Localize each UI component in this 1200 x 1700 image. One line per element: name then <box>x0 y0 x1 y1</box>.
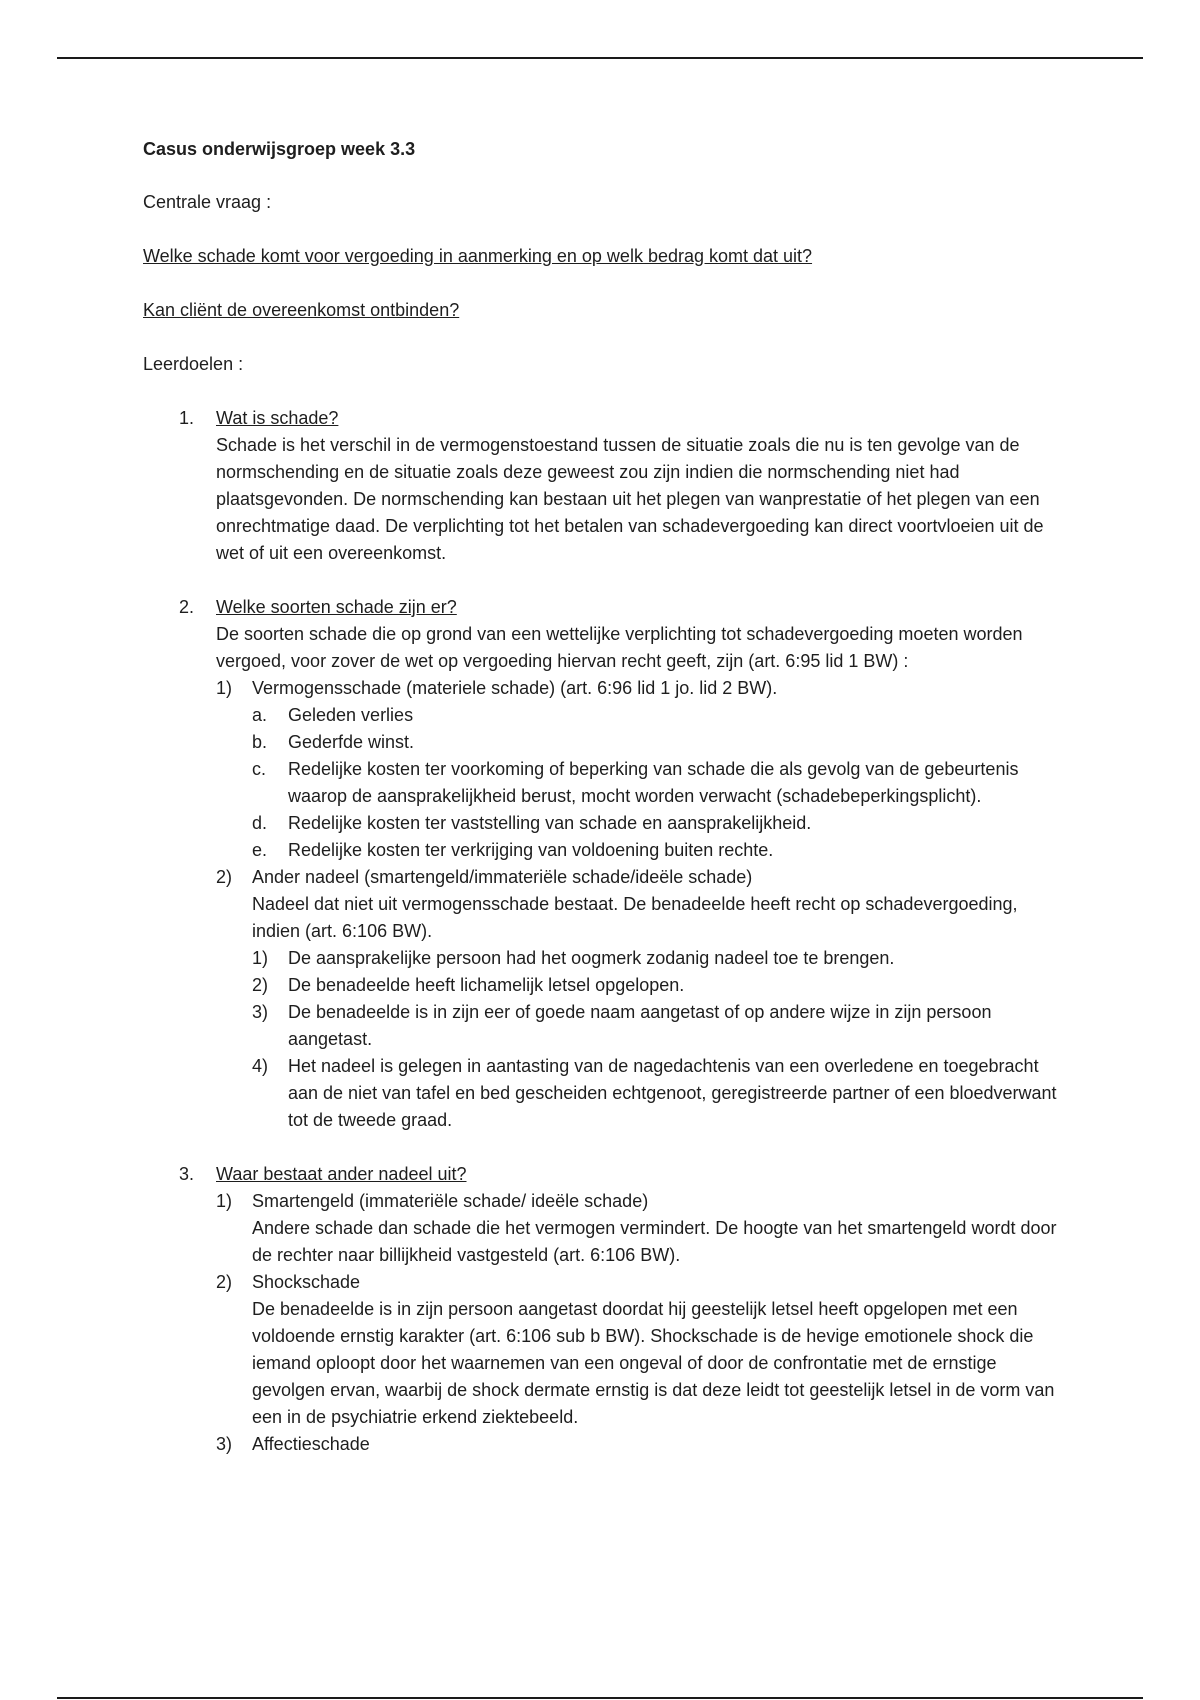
item-letter: d. <box>252 813 268 833</box>
list-item <box>216 1269 1063 1431</box>
item-text: De benadeelde is in zijn eer of goede naam aangetast of op andere wijze in zijn persoon aangetast. <box>288 1002 992 1049</box>
footer-rule <box>57 1697 1143 1699</box>
list-item <box>252 756 1063 810</box>
learning-goal-1 <box>143 405 1063 567</box>
list-item <box>252 999 1063 1053</box>
item-number: 2) <box>216 867 233 887</box>
central-question-1: Welke schade komt voor vergoeding in aanmerking en op welk bedrag komt dat uit? <box>143 246 813 266</box>
learning-goal-3 <box>143 1161 1063 1458</box>
item-text: Gederfde winst. <box>288 732 415 752</box>
goal-number: 2. <box>179 597 195 617</box>
goal-text: Schade is het verschil in de vermogenstoestand tussen de situatie zoals die nu is ten gevolge van de normschending en de situatie zoals deze geweest zou zijn indien die normschending niet had plaatsgevonden. De normschending kan bestaan uit het plegen van wanprestatie of het plegen van een onrechtmatige daad. De verplichting tot het betalen van schadevergoeding kan direct voortvloeien uit de wet of uit een overeenkomst. <box>216 435 1044 563</box>
list-item <box>252 1053 1063 1134</box>
item-letter: c. <box>252 759 267 779</box>
list-item <box>252 945 1063 972</box>
item-title: Affectieschade <box>252 1434 370 1454</box>
goal-number: 3. <box>179 1164 195 1184</box>
item-text: Redelijke kosten ter voorkoming of beperking van schade die als gevolg van de gebeurtenis waarop de aansprakelijkheid berust, mocht worden verwacht (schadebeperkingsplicht). <box>288 759 1019 806</box>
goal-number: 1. <box>179 408 195 428</box>
list-item <box>252 810 1063 837</box>
document-page <box>143 136 1063 1485</box>
item-text: Andere schade dan schade die het vermogen vermindert. De hoogte van het smartengeld wordt door de rechter naar billijkheid vastgesteld (art. 6:106 BW). <box>252 1218 1057 1265</box>
item-text: Redelijke kosten ter vaststelling van schade en aansprakelijkheid. <box>288 813 812 833</box>
learning-goal-2 <box>143 594 1063 1134</box>
goal-heading: Waar bestaat ander nadeel uit? <box>216 1164 467 1184</box>
item-number: 3) <box>252 1002 269 1022</box>
item-text: Het nadeel is gelegen in aantasting van de nagedachtenis van een overledene en toegebracht aan de niet van tafel en bed gescheiden echtgenoot, geregistreerde partner of een bloedverwant tot de tweede graad. <box>288 1056 1057 1130</box>
item-text: Redelijke kosten ter verkrijging van voldoening buiten rechte. <box>288 840 774 860</box>
item-text: De benadeelde is in zijn persoon aangetast doordat hij geestelijk letsel heeft opgelopen met een voldoende ernstig karakter (art. 6:106 sub b BW). Shockschade is de hevige emotionele shock die iemand oploopt door het waarnemen van een ongeval of door de confrontatie met de ernstige gevolgen ervan, waarbij de shock dermate ernstig is dat deze leidt tot geestelijk letsel in de vorm van een in de psychiatrie erkend ziektebeeld. <box>252 1299 1055 1427</box>
list-item <box>252 837 1063 864</box>
list-item <box>216 1431 1063 1458</box>
item-letter: b. <box>252 732 268 752</box>
list-item <box>216 1188 1063 1269</box>
item-letter: a. <box>252 705 268 725</box>
list-item <box>216 675 1063 864</box>
item-number: 2) <box>252 975 269 995</box>
item-number: 1) <box>252 948 269 968</box>
item-text: De benadeelde heeft lichamelijk letsel opgelopen. <box>288 975 685 995</box>
goal-heading: Welke soorten schade zijn er? <box>216 597 457 617</box>
header-rule <box>57 57 1143 59</box>
list-item <box>252 729 1063 756</box>
item-title: Shockschade <box>252 1272 361 1292</box>
item-number: 2) <box>216 1272 233 1292</box>
goal-text: De soorten schade die op grond van een wettelijke verplichting tot schadevergoeding moeten worden vergoed, voor zover de wet op vergoeding hiervan recht geeft, zijn (art. 6:95 lid 1 BW) : <box>216 624 1023 671</box>
document-title: Casus onderwijsgroep week 3.3 <box>143 139 416 159</box>
item-number: 4) <box>252 1056 269 1076</box>
item-text: Nadeel dat niet uit vermogensschade bestaat. De benadeelde heeft recht op schadevergoeding, indien (art. 6:106 BW). <box>252 894 1018 941</box>
item-number: 1) <box>216 1191 233 1211</box>
list-item <box>252 702 1063 729</box>
central-question-label: Centrale vraag : <box>143 192 272 212</box>
item-text: Geleden verlies <box>288 705 414 725</box>
item-title: Vermogensschade (materiele schade) (art. 6:96 lid 1 jo. lid 2 BW). <box>252 678 778 698</box>
item-letter: e. <box>252 840 268 860</box>
item-text: De aansprakelijke persoon had het oogmerk zodanig nadeel toe te brengen. <box>288 948 895 968</box>
learning-goals-label: Leerdoelen : <box>143 354 244 374</box>
list-item <box>252 972 1063 999</box>
item-title: Ander nadeel (smartengeld/immateriële schade/ideële schade) <box>252 867 753 887</box>
item-number: 1) <box>216 678 233 698</box>
list-item <box>216 864 1063 1134</box>
item-number: 3) <box>216 1434 233 1454</box>
item-title: Smartengeld (immateriële schade/ ideële schade) <box>252 1191 649 1211</box>
central-question-2: Kan cliënt de overeenkomst ontbinden? <box>143 300 460 320</box>
goal-heading: Wat is schade? <box>216 408 339 428</box>
